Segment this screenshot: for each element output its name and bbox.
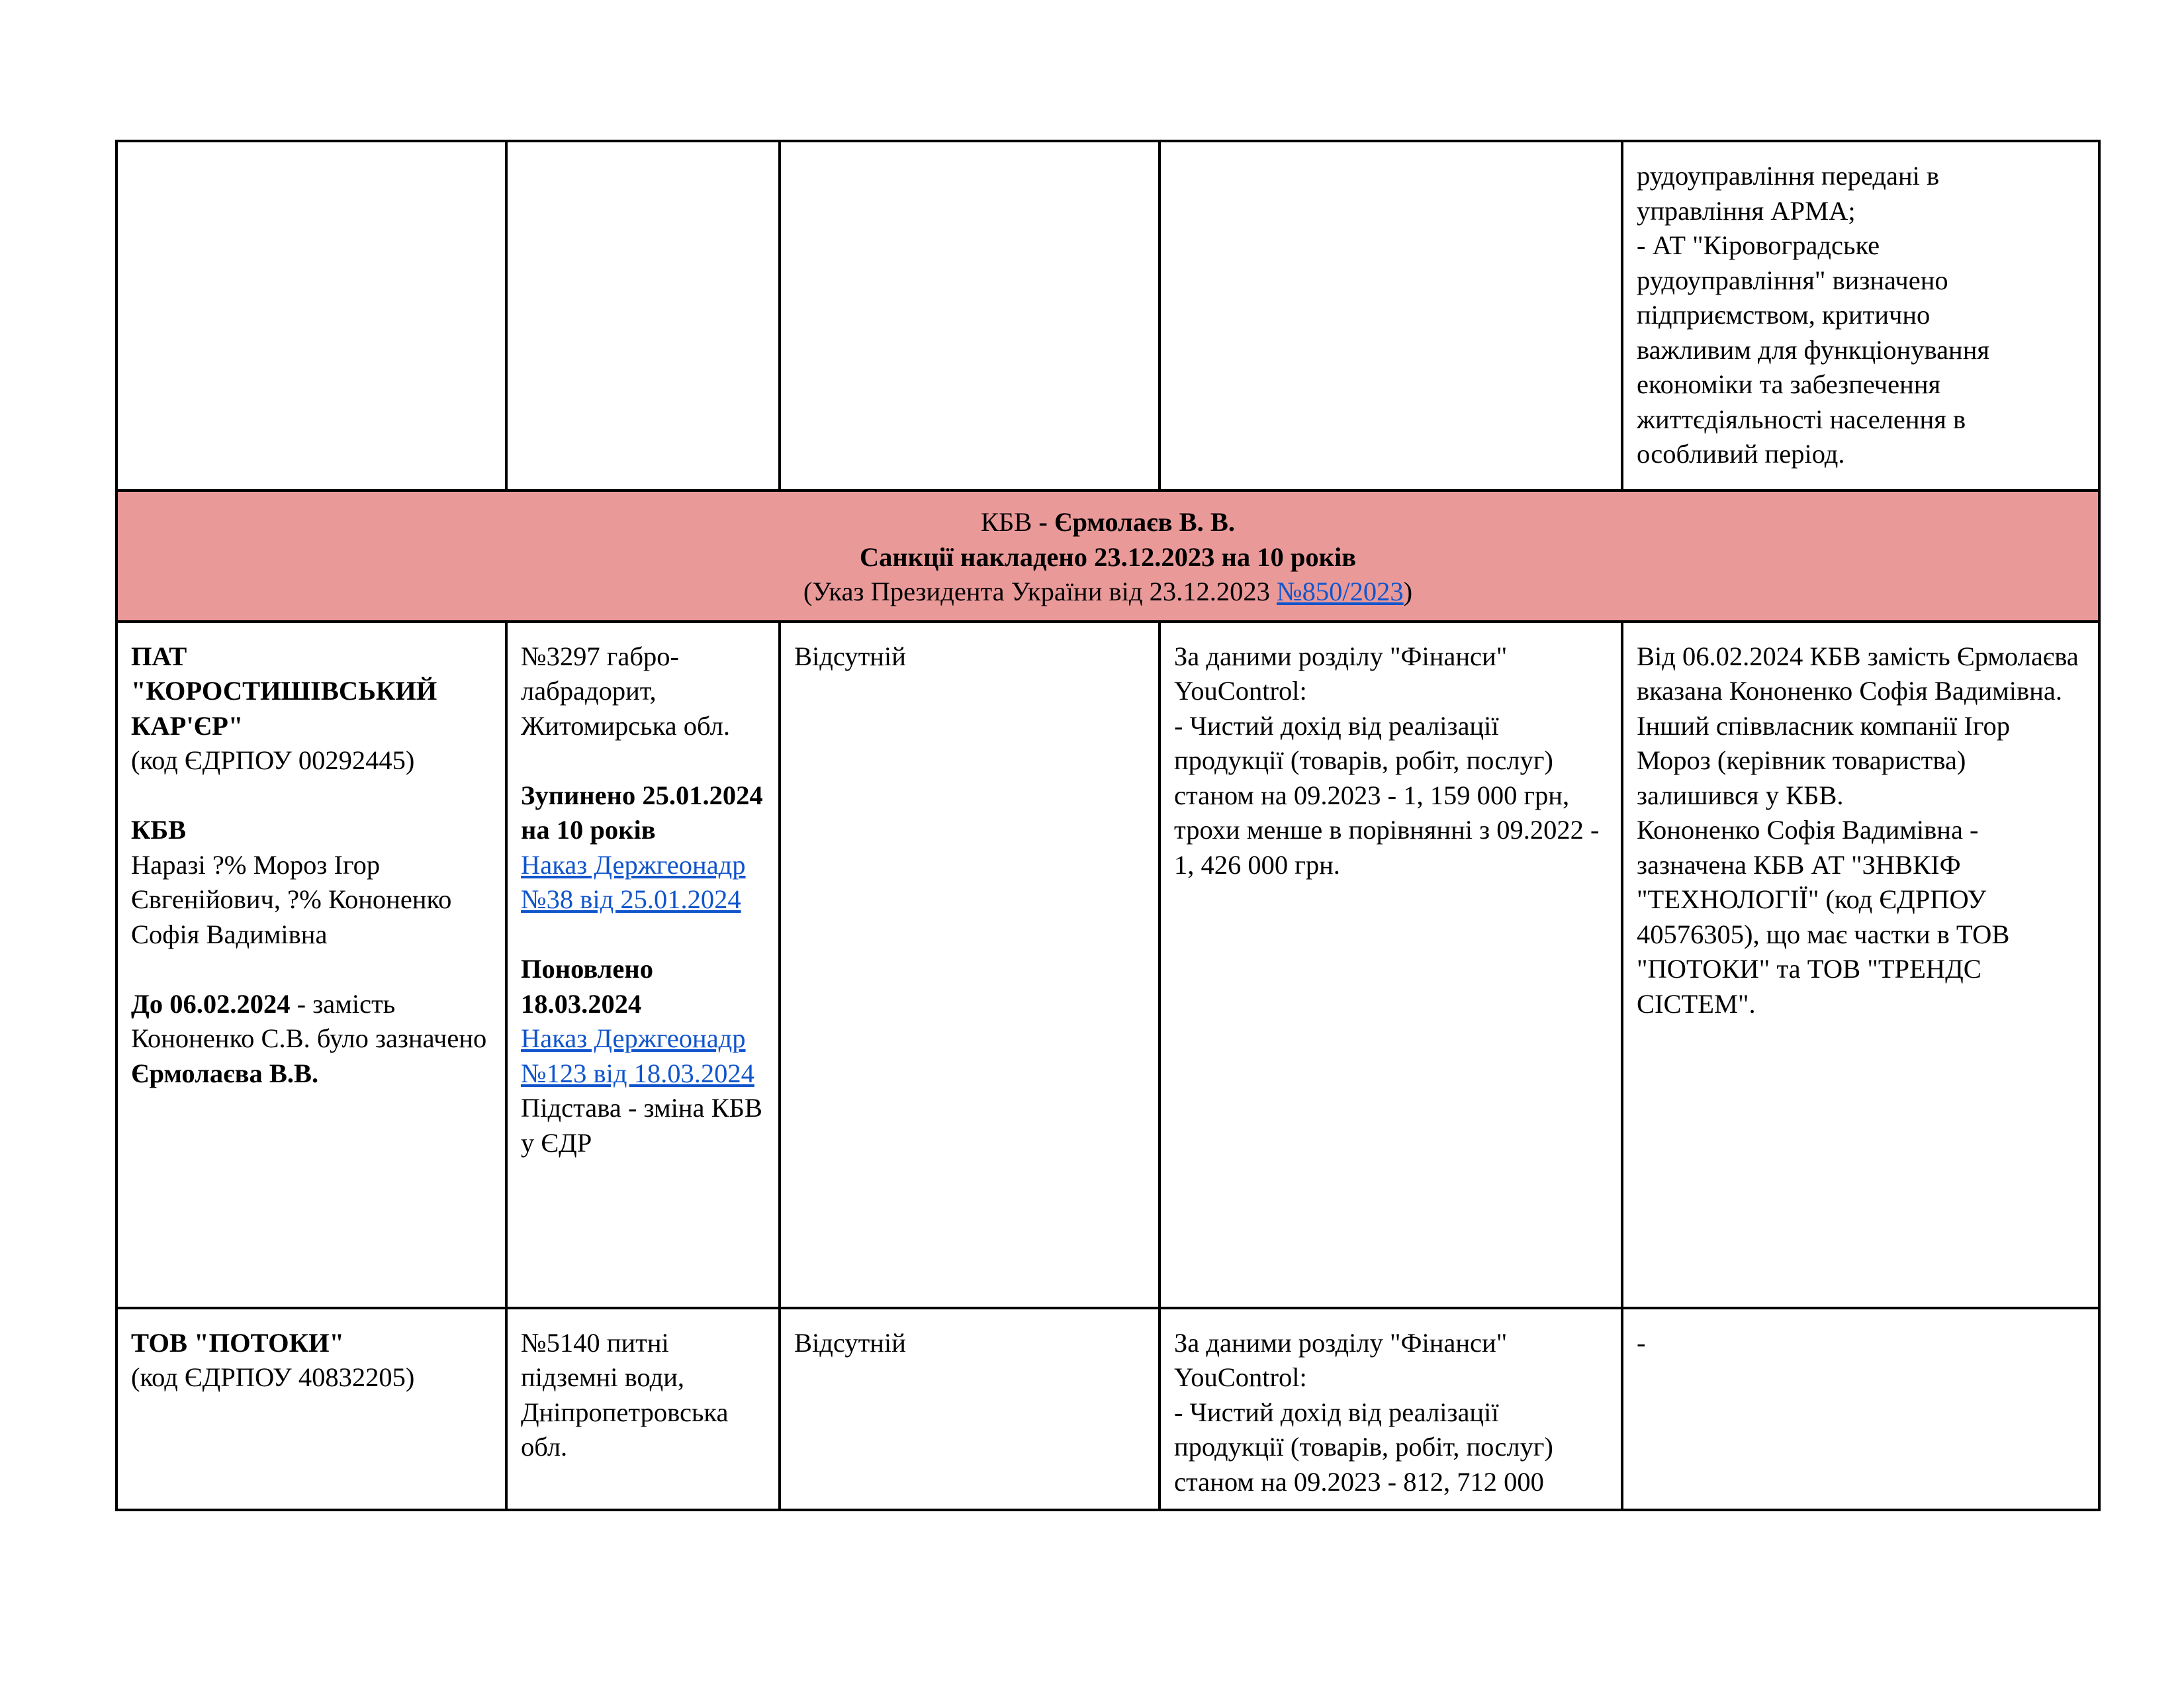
decree-suffix: ) [1403, 577, 1413, 606]
continued-row [116, 141, 2099, 491]
license-cell [506, 1308, 780, 1511]
section-header-row [116, 491, 2099, 622]
notes-paragraph: Кононенко Софія Вадимівна - зазначена КБВ АТ "ЗНВКІФ "ТЕХНОЛОГІЇ" (код ЄДРПОУ 40576305), що має частки в ТОВ "ПОТОКИ" та ТОВ "ТРЕНДС СІСТЕМ". [1637, 815, 2010, 1019]
kbv-heading [131, 505, 2085, 540]
kbv-dash: - [1032, 507, 1054, 537]
kbv-label: КБВ [131, 815, 187, 845]
company-code: (код ЄДРПОУ 00292445) [131, 745, 415, 775]
license-text: №3297 габро-лабрадорит, Житомирська обл. [521, 641, 730, 741]
notes-line: особливий період. [1637, 439, 1845, 469]
kbv-prefix: КБВ [980, 507, 1032, 537]
empty-cell [116, 141, 506, 491]
finance-cell [1160, 622, 1622, 1308]
company-cell [116, 1308, 506, 1511]
decree-prefix: (Указ Президента України від 23.12.2023 [803, 577, 1277, 606]
finance-cell [1160, 1308, 1622, 1511]
notes-line: підприємством, критично [1637, 300, 1931, 330]
finance-intro: За даними розділу "Фінанси" YouControl: [1174, 1327, 1508, 1392]
finance-text: - Чистий дохід від реалізації продукції (товарів, робіт, послуг) станом на 09.2023 - 812, 712 000 [1174, 1397, 1553, 1497]
kbv-history-text: - замість Кононенко С.В. було зазначено [131, 988, 487, 1053]
kbv-history-date: До 06.02.2024 [131, 988, 291, 1019]
sanctions-date: Санкції накладено 23.12.2023 на 10 років [859, 541, 1357, 572]
notes-paragraph: - [1637, 1327, 1646, 1358]
company-name: ТОВ "ПОТОКИ" [131, 1327, 344, 1358]
status-text: Відсутній [794, 641, 906, 671]
notes-line: - АТ "Кіровоградське [1637, 230, 1880, 260]
notes-paragraph: Від 06.02.2024 КБВ замість Єрмолаєва вказана Кононенко Софія Вадимівна. Інший співвласник компанії Ігор Мороз (керівник товариства) залишився у КБВ. [1637, 641, 2079, 810]
renewed-order-link[interactable]: Наказ Держгеонадр №123 від 18.03.2024 [521, 1023, 754, 1088]
finance-text: - Чистий дохід від реалізації продукції (товарів, робіт, послуг) станом на 09.2023 - 1, 159 000 грн, трохи менше в порівнянні з 09.2022 - 1, 426 000 грн. [1174, 710, 1600, 880]
license-stopped: Зупинено 25.01.2024 на 10 років [521, 780, 763, 845]
decree-link[interactable]: №850/2023 [1277, 577, 1404, 606]
license-basis: Підстава - зміна КБВ у ЄДР [521, 1093, 762, 1158]
kbv-name: Єрмолаєв В. В. [1054, 507, 1236, 537]
notes-line: управління АРМА; [1637, 195, 1856, 226]
notes-line: економіки та забезпечення [1637, 369, 1941, 399]
company-code: (код ЄДРПОУ 40832205) [131, 1362, 415, 1392]
notes-line: рудоуправління передані в [1637, 161, 1940, 191]
decree-line [131, 575, 2085, 610]
table-row [116, 622, 2099, 1308]
license-cell [506, 622, 780, 1308]
notes-line: важливим для функціонування [1637, 334, 1990, 365]
table-row [116, 1308, 2099, 1511]
kbv-owners: Наразі ?% Мороз Ігор Євгенійович, ?% Кононенко Софія Вадимівна [131, 849, 452, 949]
kbv-history [131, 987, 492, 1092]
kbv-history-name: Єрмолаєва В.В. [131, 1058, 319, 1088]
license-text: №5140 питні підземні води, Дніпропетровська обл. [521, 1327, 729, 1462]
stopped-order-link[interactable]: Наказ Держгеонадр №38 від 25.01.2024 [521, 849, 746, 914]
company-cell [116, 622, 506, 1308]
status-cell [780, 1308, 1160, 1511]
notes-cell [1622, 622, 2099, 1308]
sanctions-table [115, 140, 2101, 1511]
section-header-cell [116, 491, 2099, 622]
empty-cell [780, 141, 1160, 491]
status-text: Відсутній [794, 1327, 906, 1358]
notes-line: рудоуправління" визначено [1637, 265, 1948, 295]
license-renewed: Поновлено 18.03.2024 [521, 954, 653, 1019]
notes-line: життєдіяльності населення в [1637, 404, 1966, 434]
notes-cell [1622, 1308, 2099, 1511]
continued-notes-cell [1622, 141, 2099, 491]
company-name: ПАТ "КОРОСТИШІВСЬКИЙ КАР'ЄР" [131, 641, 437, 741]
empty-cell [1160, 141, 1622, 491]
finance-intro: За даними розділу "Фінанси" YouControl: [1174, 641, 1508, 706]
empty-cell [506, 141, 780, 491]
status-cell [780, 622, 1160, 1308]
